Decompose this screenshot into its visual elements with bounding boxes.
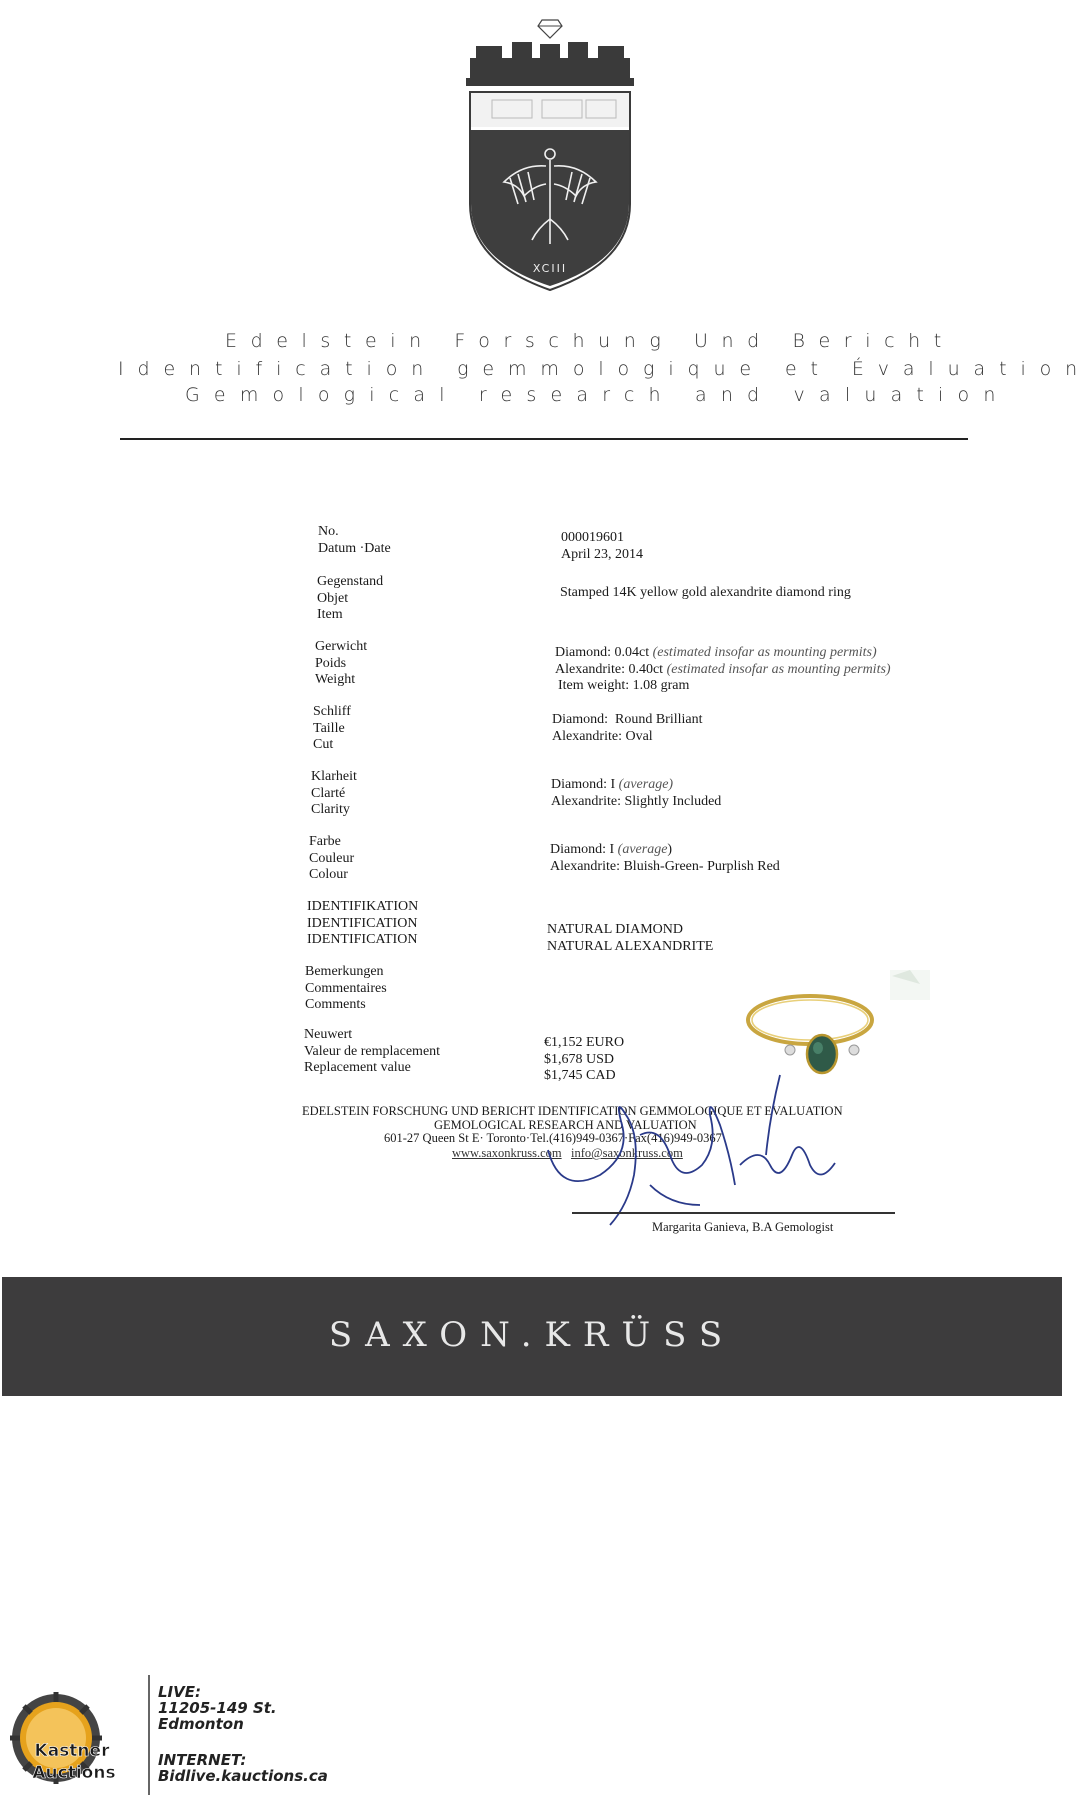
logo-kastner: Kastner [34,1741,110,1761]
certificate-date: April 23, 2014 [561,546,644,562]
label-item-fr: Objet [317,590,349,606]
label-no: No. [318,524,339,539]
brand-name: SAXON.KRÜSS [328,1315,736,1355]
label-item-de: Gegenstand [317,574,384,589]
alexandrite-weight: Alexandrite: 0.40ct (estimated insofar as mounting permits) [555,661,891,677]
label-replacement-fr: Valeur de remplacement [304,1043,441,1059]
label-comments-en: Comments [305,997,366,1012]
diamond-weight: Diamond: 0.04ct (estimated insofar as mounting permits) [555,645,877,660]
label-cut-fr: Taille [313,720,345,736]
value-colour [550,842,780,875]
label-replacement [304,1027,440,1077]
value-cut [552,712,703,745]
certificate-number: 000019601 [561,530,624,545]
website-link[interactable]: www.saxonkruss.com [452,1146,562,1160]
internet-url[interactable]: Bidlive.kauctions.ca [158,1767,328,1785]
label-cut [313,704,351,754]
label-comments [305,964,387,1014]
alexandrite-cut: Alexandrite: Oval [552,728,653,744]
alexandrite-colour: Alexandrite: Bluish-Green- Purplish Red [550,858,780,874]
identification-diamond: NATURAL DIAMOND [547,922,683,937]
crest-logo [462,14,636,294]
header-german: Edelstein Forschung Und Bericht [225,330,955,352]
label-colour [309,834,354,884]
internet-label: INTERNET: [158,1751,247,1769]
label-weight-de: Gerwicht [315,639,368,654]
crest-numeral: XCIII [532,262,568,275]
label-replacement-de: Neuwert [304,1027,353,1042]
value-item: Stamped 14K yellow gold alexandrite diamond ring [560,585,851,600]
live-address-city: Edmonton [158,1715,244,1733]
value-weight [555,645,891,695]
value-clarity [551,777,721,810]
label-date: Datum ·Date [318,540,391,556]
label-weight-fr: Poids [315,655,347,671]
label-weight-en: Weight [315,672,356,687]
label-cut-en: Cut [313,737,334,752]
crown-icon [466,42,634,86]
office-address: 601-27 Queen St E· Toronto·Tel.(416)949-0367·Fax(416)949-0367 [384,1131,722,1145]
header-english: Gemological research and valuation [185,384,1010,406]
signature-line [572,1212,895,1214]
live-info [158,1684,277,1732]
label-clarity-de: Klarheit [311,769,357,784]
live-label: LIVE: [158,1683,201,1701]
label-weight [315,639,367,689]
label-no-date [318,524,391,557]
identification-alexandrite: NATURAL ALEXANDRITE [547,938,714,954]
label-colour-fr: Couleur [309,850,355,866]
label-cut-de: Schliff [313,704,351,719]
value-identification [547,922,713,955]
diamond-icon [538,20,562,38]
office-name: EDELSTEIN FORSCHUNG UND BERICHT IDENTIFICATION GEMMOLOGIQUE ET EVALUATION [302,1104,843,1118]
label-clarity-en: Clarity [311,802,350,817]
label-colour-en: Colour [309,867,348,882]
internet-info [158,1752,328,1784]
signer-name: Margarita Ganieva, B.A Gemologist [652,1220,834,1234]
label-identification-de: IDENTIFIKATION [307,899,419,914]
value-no-date [561,530,643,563]
office-subtitle: GEMOLOGICAL RESEARCH AND VALUATION [434,1118,697,1132]
email-link[interactable]: info@saxonkruss.com [570,1146,683,1160]
kastner-auctions-logo [8,1688,144,1792]
alexandrite-clarity: Alexandrite: Slightly Included [551,793,722,809]
label-colour-de: Farbe [309,834,341,849]
logo-auctions: Auctions [32,1763,116,1783]
label-identification [307,899,418,949]
label-clarity [311,769,357,819]
label-comments-fr: Commentaires [305,980,387,996]
live-address-street: 11205-149 St. [158,1699,277,1717]
signature-scribble [530,1055,860,1230]
label-comments-de: Bemerkungen [305,964,384,979]
label-item-en: Item [317,607,343,622]
diamond-colour: Diamond: I (average) [550,842,673,857]
logo-divider [148,1675,150,1795]
label-clarity-fr: Clarté [311,785,346,801]
value-cad: $1,745 CAD [544,1068,616,1083]
item-weight: Item weight: 1.08 gram [558,678,690,693]
value-euro: €1,152 EURO [544,1035,625,1050]
header-divider [120,438,968,440]
label-item [317,574,383,624]
label-identification-fr: IDENTIFICATION [307,915,418,931]
label-identification-en: IDENTIFICATION [307,932,418,947]
label-replacement-en: Replacement value [304,1060,411,1075]
diamond-clarity: Diamond: I (average) [551,777,674,792]
header-french: Identification gemmologique et Évaluation [118,358,1092,380]
diamond-cut: Diamond: Round Brilliant [552,712,703,727]
value-usd: $1,678 USD [544,1051,615,1067]
